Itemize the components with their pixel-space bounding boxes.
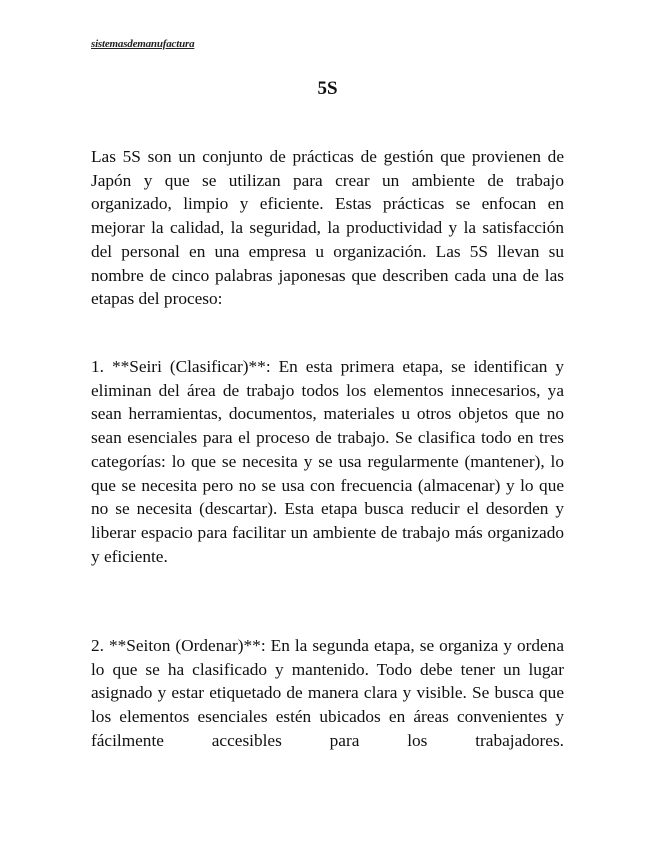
intro-paragraph: Las 5S son un conjunto de prácticas de gestión que provienen de Japón y que se utilizan para crear un ambiente de trabajo organizado, limpio y eficiente. Estas prácticas se enfocan en mejorar la calidad, la seguridad, la productividad y la satisfacción del personal en una empresa u organización. Las 5S llevan su nombre de cinco palabras japonesas que describen cada una de las etapas del proceso: xyxy=(91,147,564,309)
seiri-paragraph: 1. **Seiri (Clasificar)**: En esta primera etapa, se identifican y eliminan del área de trabajo todos los elementos innecesarios, ya sean herramientas, documentos, materiales u otros objetos que no sean esenciales para el proceso de trabajo. Se clasifica todo en tres categorías: lo que se necesita y se usa regularmente (mantener), lo que se necesita pero no se usa con frecuencia (almacenar) y lo que no se necesita (descartar). Esta etapa busca reducir el desorden y liberar espacio para facilitar un ambiente de trabajo más organizado y eficiente. xyxy=(91,357,564,566)
header-link[interactable]: sistemasdemanufactura xyxy=(91,38,195,50)
page-title: 5S xyxy=(317,78,338,99)
seiton-paragraph: 2. **Seiton (Ordenar)**: En la segunda etapa, se organiza y ordena lo que se ha clasificado y mantenido. Todo debe tener un lugar asignado y estar etiquetado de manera clara y visible. Se busca que los elementos esenciales estén ubicados en áreas convenientes y fácilmente accesibles para los trabajadores. xyxy=(91,636,564,750)
